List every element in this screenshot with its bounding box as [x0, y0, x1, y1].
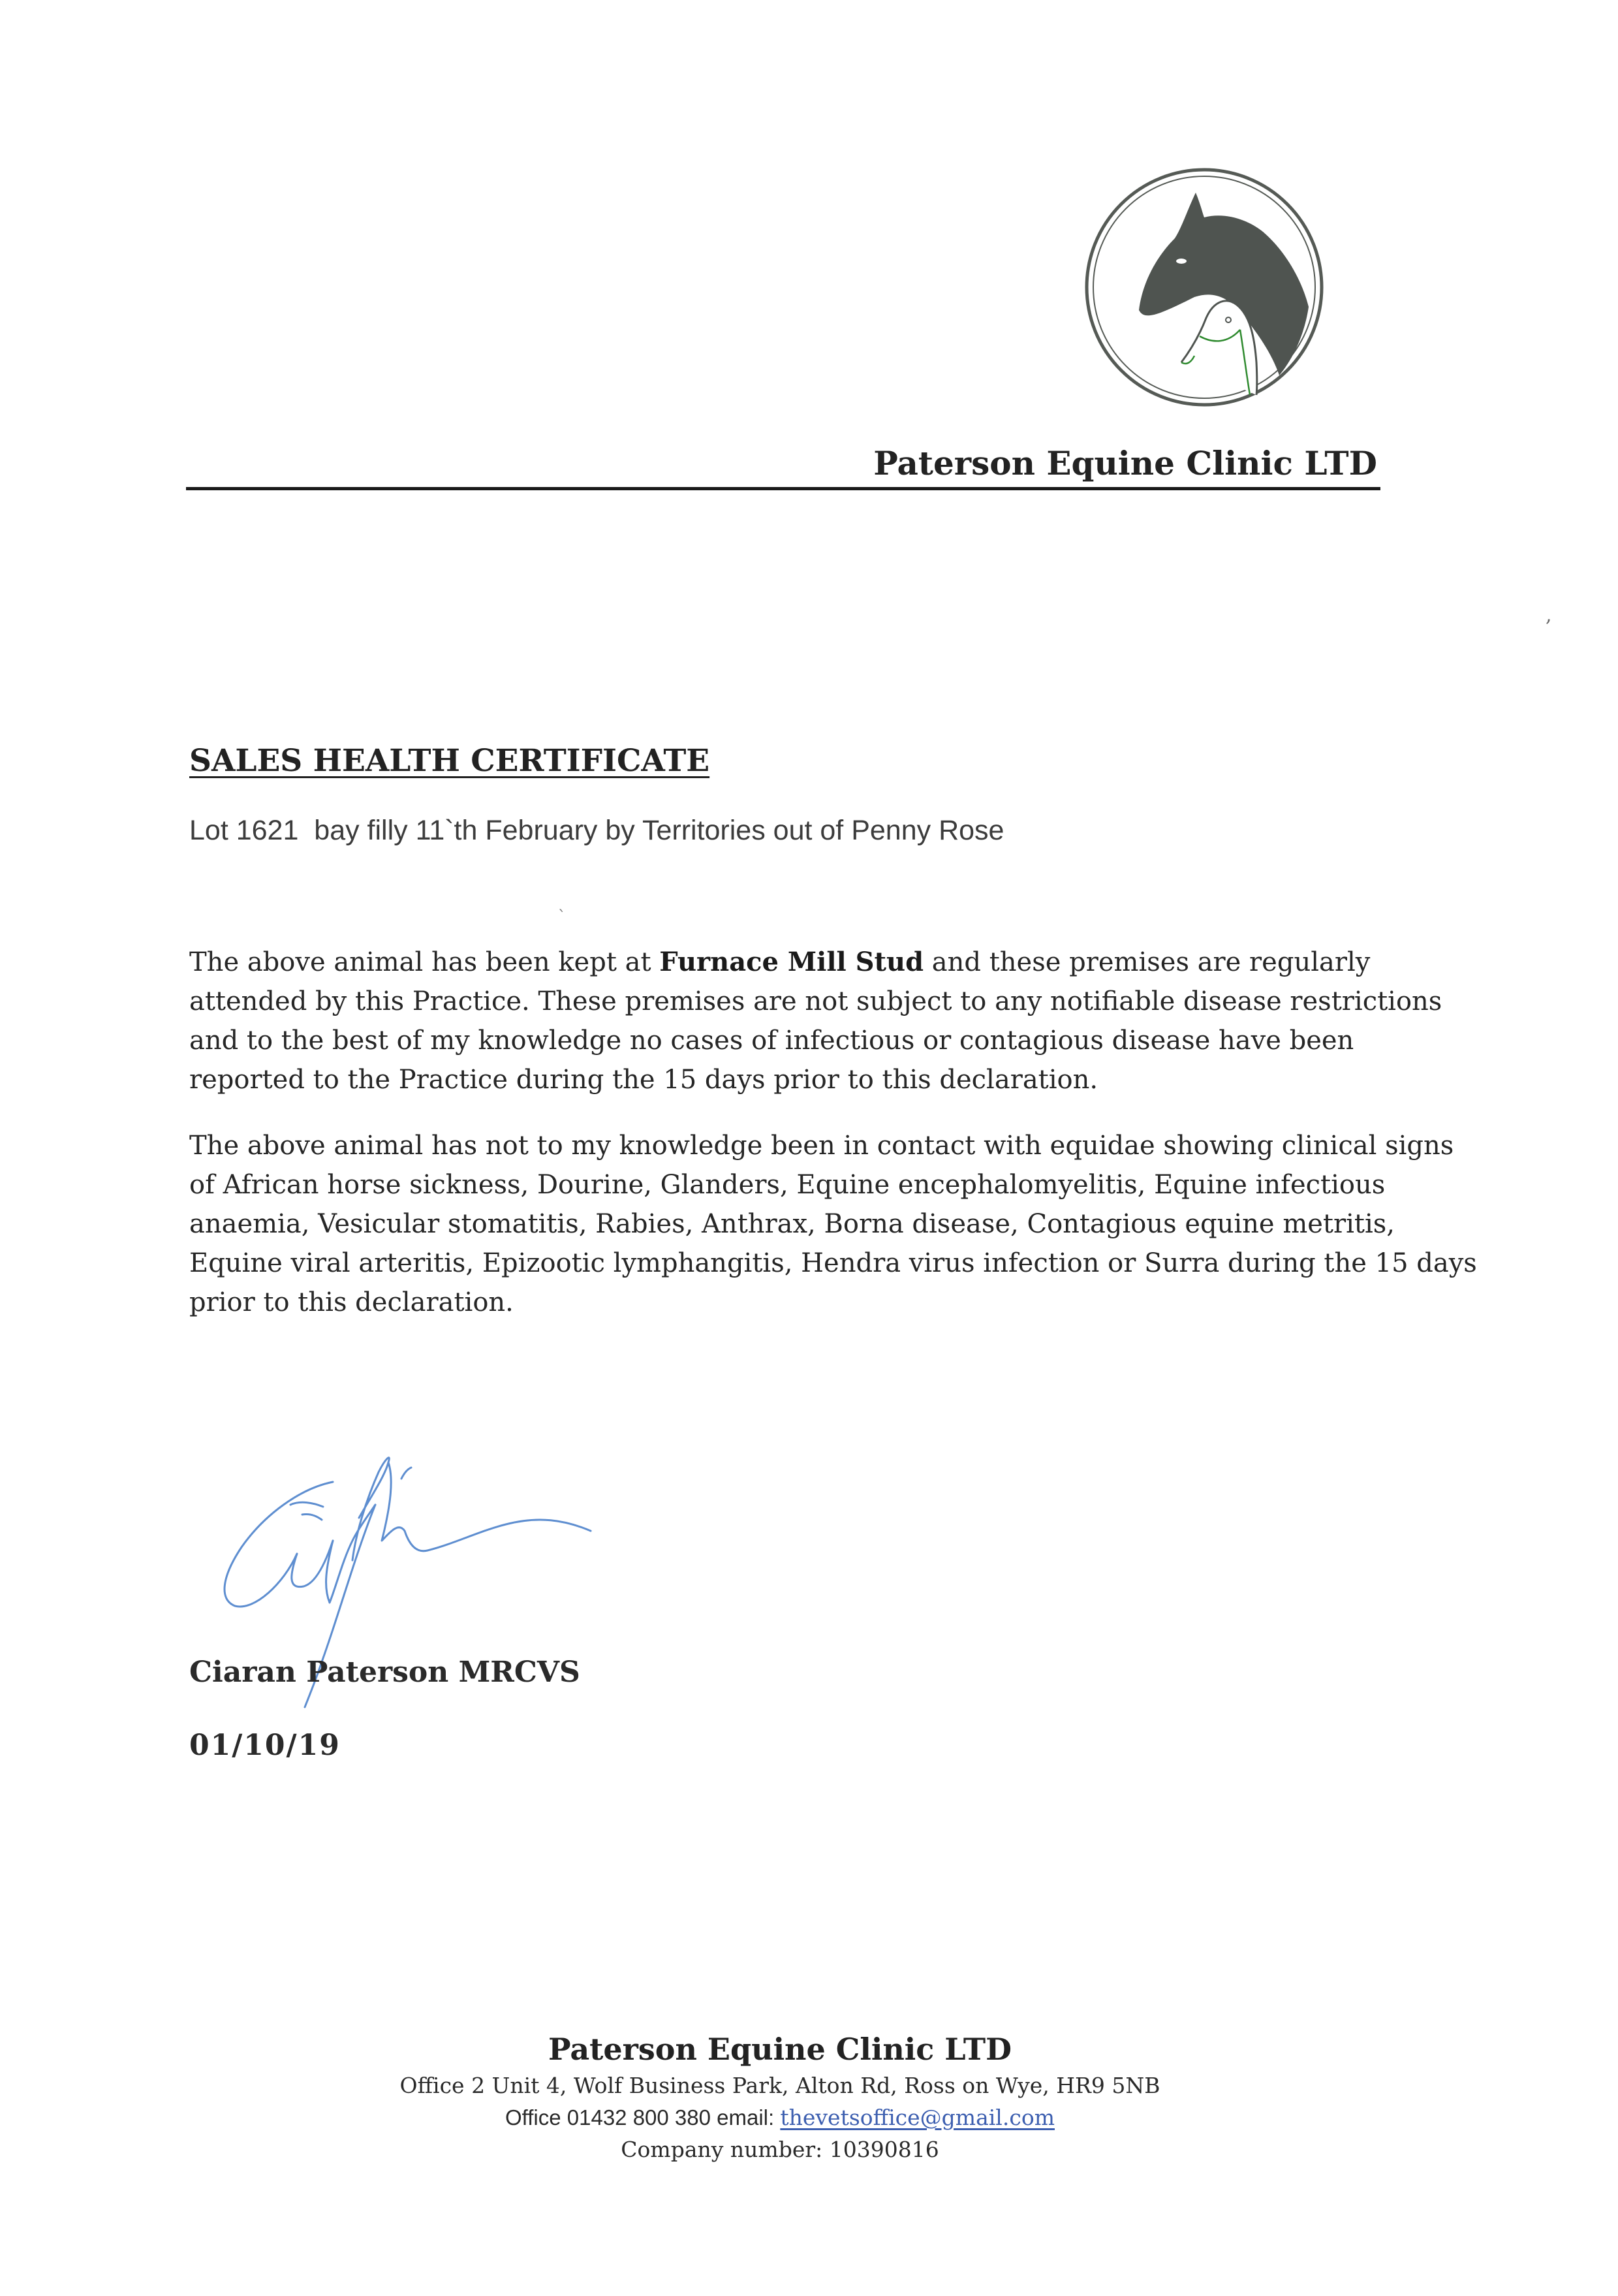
- footer-phone: Office 01432 800 380 email:: [505, 2105, 781, 2130]
- disease-contact-paragraph: [189, 1126, 1477, 1322]
- paragraph-text: The above animal has been kept at: [189, 947, 660, 977]
- footer-address: Office 2 Unit 4, Wolf Business Park, Alton Rd, Ross on Wye, HR9 5NB: [399, 2073, 1160, 2098]
- paragraph-line: attended by this Practice. These premises are not subject to any notifiable disease restrictions: [189, 986, 1442, 1016]
- paragraph-text: and these premises are regularly: [924, 947, 1371, 977]
- paragraph-line: prior to this declaration.: [189, 1287, 514, 1317]
- paragraph-line: of African horse sickness, Dourine, Glanders, Equine encephalomyelitis, Equine infectious: [189, 1170, 1386, 1200]
- certificate-title: SALES HEALTH CERTIFICATE: [189, 743, 710, 779]
- premises-name: Furnace Mill Stud: [659, 947, 924, 977]
- scan-speck-mark: ,: [1546, 604, 1552, 627]
- paragraph-line: Equine viral arteritis, Epizootic lymphangitis, Hendra virus infection or Surra during the 15 days: [189, 1248, 1477, 1278]
- header-divider: [186, 487, 1380, 490]
- premises-declaration-paragraph: [189, 943, 1442, 1099]
- footer-company-number: Company number: 10390816: [621, 2137, 939, 2162]
- footer: [0, 2029, 1560, 2165]
- horse-heads-logo-icon: [1083, 166, 1325, 408]
- footer-company-name: Paterson Equine Clinic LTD: [548, 2032, 1012, 2067]
- signer-name: Ciaran Paterson MRCVS: [189, 1656, 580, 1689]
- footer-contact: [0, 2101, 1560, 2133]
- header-company-name: Paterson Equine Clinic LTD: [873, 444, 1377, 482]
- footer-email-link[interactable]: thevetsoffice@gmail.com: [780, 2105, 1055, 2130]
- paragraph-line: anaemia, Vesicular stomatitis, Rabies, Anthrax, Borna disease, Contagious equine metritis,: [189, 1209, 1395, 1239]
- lot-description: Lot 1621 bay filly 11`th February by Territories out of Penny Rose: [189, 815, 1004, 846]
- scan-speck-mark: `: [558, 907, 566, 926]
- paragraph-line: The above animal has not to my knowledge been in contact with equidae showing clinical signs: [189, 1131, 1454, 1161]
- paragraph-line: and to the best of my knowledge no cases of infectious or contagious disease have been: [189, 1026, 1354, 1056]
- signature-date: 01/10/19: [189, 1729, 341, 1762]
- paragraph-line: reported to the Practice during the 15 days prior to this declaration.: [189, 1065, 1098, 1095]
- paragraph-line: [189, 943, 1397, 982]
